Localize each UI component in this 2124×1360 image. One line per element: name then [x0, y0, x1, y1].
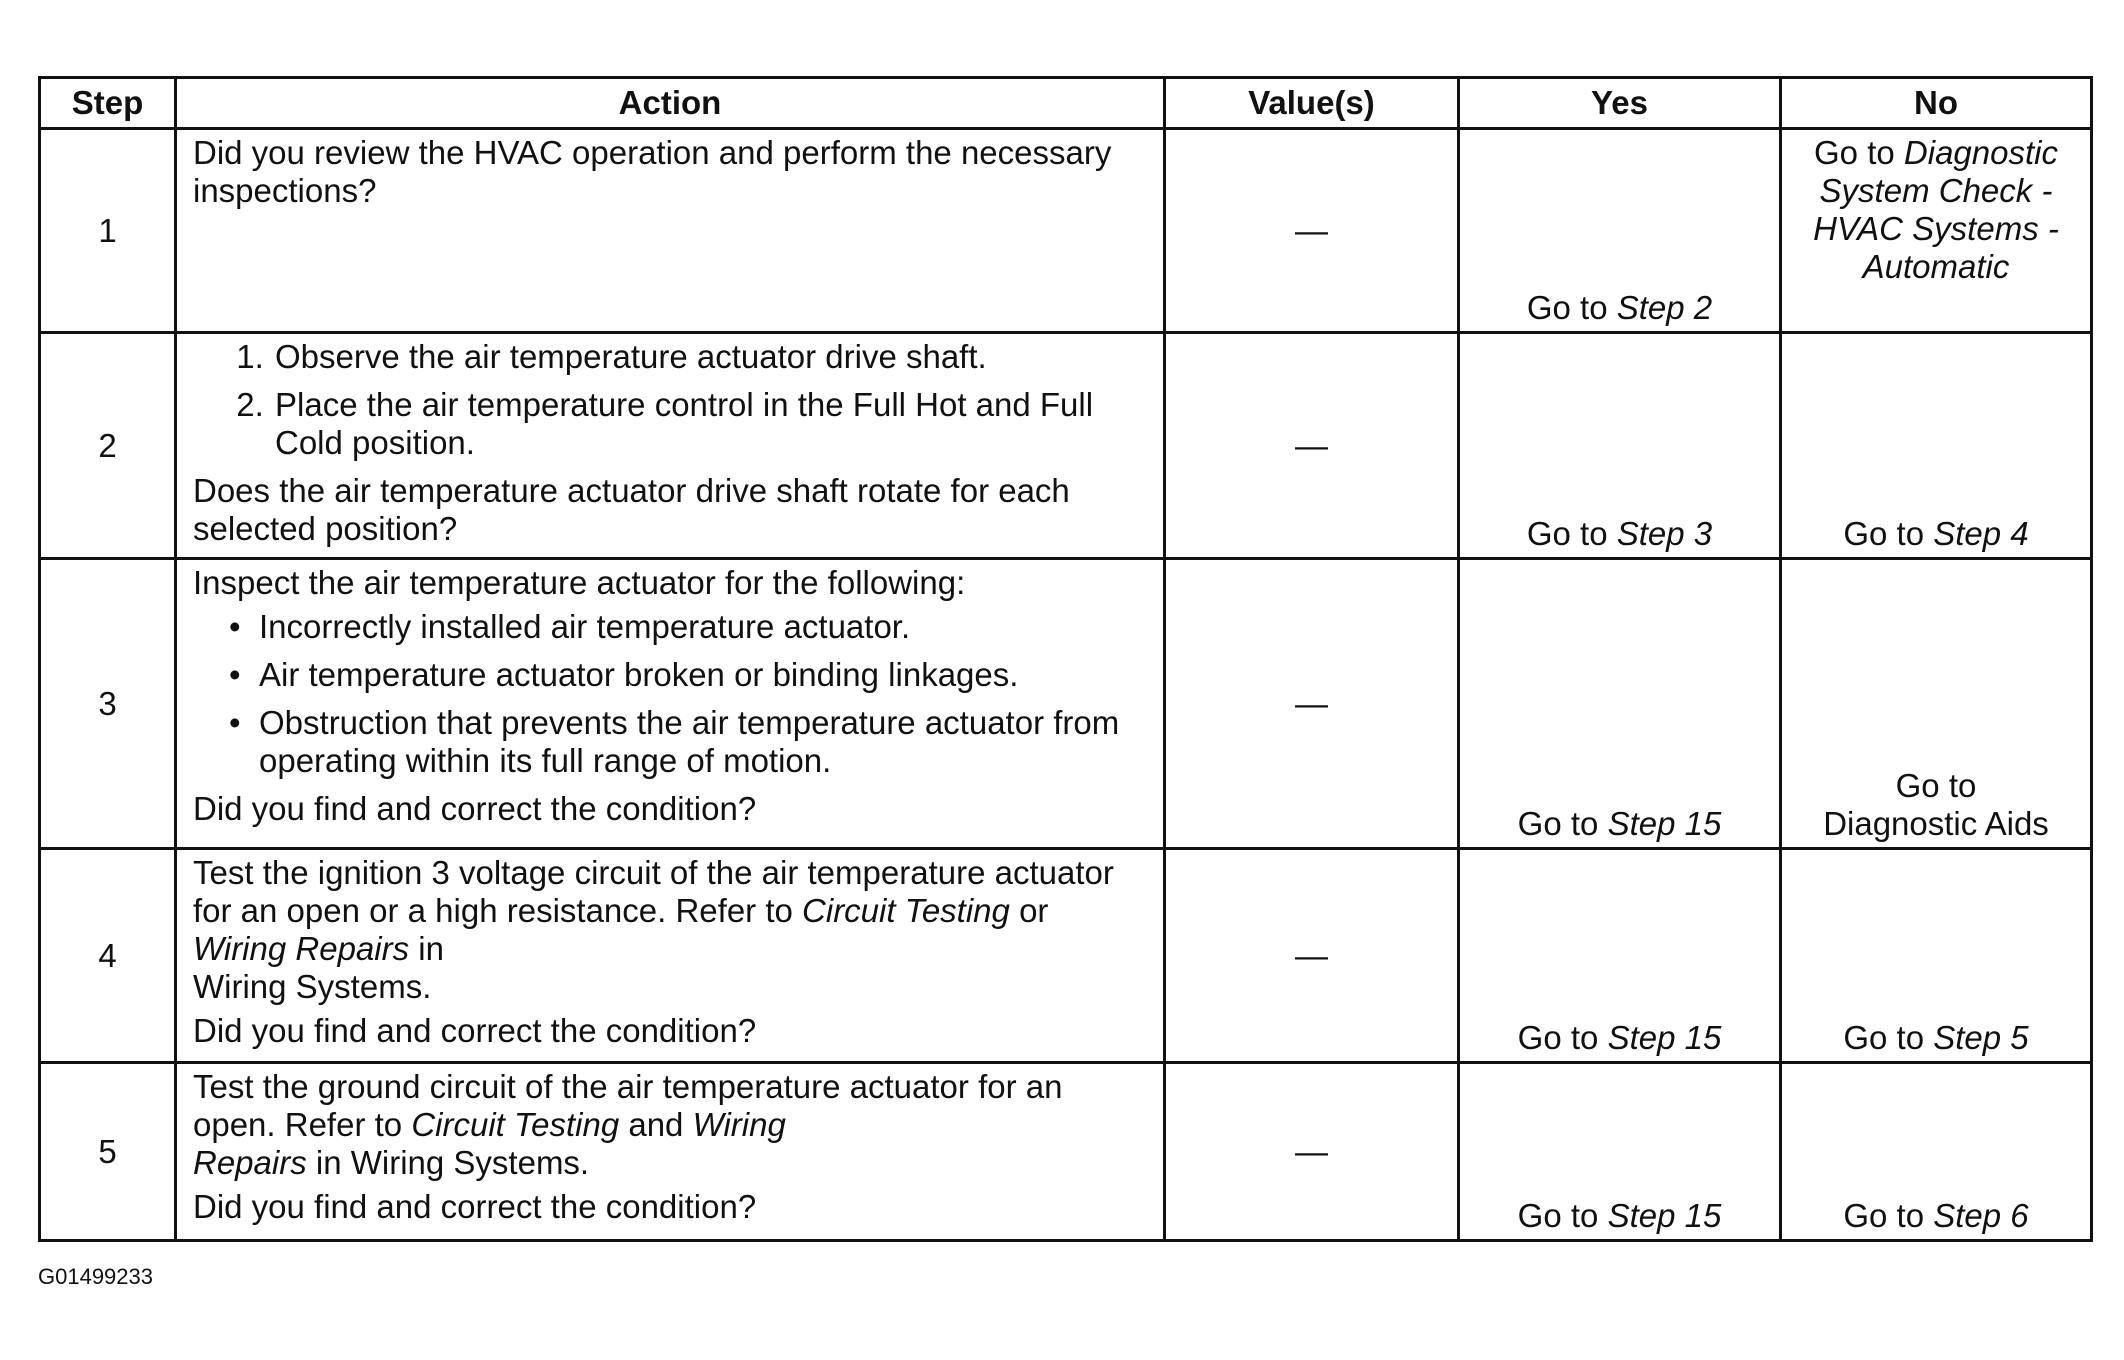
yes-cell	[1459, 1063, 1781, 1241]
action-question: Did you find and correct the condition?	[193, 790, 757, 827]
action-question: Did you find and correct the condition?	[193, 1188, 757, 1225]
action-step-item: 2. Place the air temperature control in the Full Hot and Full Cold position.	[273, 386, 1147, 462]
wiring-repairs-link[interactable]: Wiring Repairs	[193, 930, 410, 967]
yes-prefix: Go to	[1517, 1197, 1608, 1234]
yes-cell	[1459, 559, 1781, 849]
table-row	[40, 1063, 2092, 1241]
instruction-text: in Wiring Systems.	[306, 1144, 590, 1181]
action-step-item: 1. Observe the air temperature actuator drive shaft.	[273, 338, 1147, 376]
step-number: 3	[40, 559, 176, 849]
action-bullet-list	[193, 608, 1147, 780]
action-question: Did you find and correct the condition?	[193, 1012, 757, 1049]
action-bullet-item: • Incorrectly installed air temperature actuator.	[259, 608, 1147, 646]
action-instruction	[193, 1068, 1147, 1182]
yes-cell	[1459, 849, 1781, 1063]
step-number: 4	[40, 849, 176, 1063]
instruction-text: Test the ground circuit of the air temperature actuator for an open. Refer to	[193, 1068, 1063, 1143]
table-row	[40, 849, 2092, 1063]
circuit-testing-link[interactable]: Circuit Testing	[411, 1106, 620, 1143]
wiring-repairs-link[interactable]: Wiring	[692, 1106, 786, 1143]
circuit-testing-link[interactable]: Circuit Testing	[802, 892, 1010, 929]
header-action: Action	[176, 78, 1165, 129]
action-instruction	[193, 854, 1147, 1006]
header-step: Step	[40, 78, 176, 129]
figure-id: G01499233	[38, 1264, 153, 1289]
no-diagnostic-aids-link[interactable]: Diagnostic Aids	[1823, 805, 2049, 842]
yes-step-link[interactable]: Step 2	[1616, 289, 1713, 326]
value-cell: —	[1165, 849, 1459, 1063]
value-cell: —	[1165, 559, 1459, 849]
header-row	[40, 78, 2092, 129]
action-cell	[176, 129, 1165, 333]
step-number: 2	[40, 333, 176, 559]
yes-step-link[interactable]: Step 15	[1607, 805, 1722, 842]
action-cell	[176, 1063, 1165, 1241]
no-cell	[1781, 129, 2092, 333]
yes-prefix: Go to	[1526, 515, 1617, 552]
yes-step-link[interactable]: Step 15	[1607, 1019, 1722, 1056]
yes-step-link[interactable]: Step 15	[1607, 1197, 1722, 1234]
yes-prefix: Go to	[1517, 805, 1608, 842]
value-cell: —	[1165, 129, 1459, 333]
instruction-text: Test the ignition 3 voltage circuit of the air temperature actuator for an open or a high resistance. Refer to	[193, 854, 1114, 929]
no-prefix: Go to	[1814, 134, 1904, 171]
header-yes: Yes	[1459, 78, 1781, 129]
action-intro: Inspect the air temperature actuator for the following:	[193, 564, 966, 601]
no-prefix: Go to	[1843, 1019, 1934, 1056]
action-cell	[176, 849, 1165, 1063]
value-cell: —	[1165, 333, 1459, 559]
instruction-text: and	[619, 1106, 693, 1143]
no-step-link[interactable]: Step 5	[1933, 1019, 2029, 1056]
step-number: 5	[40, 1063, 176, 1241]
yes-prefix: Go to	[1526, 289, 1617, 326]
table-row	[40, 129, 2092, 333]
action-cell	[176, 333, 1165, 559]
no-cell	[1781, 333, 2092, 559]
yes-cell	[1459, 333, 1781, 559]
action-steps-list	[193, 338, 1147, 462]
yes-prefix: Go to	[1517, 1019, 1608, 1056]
no-step-link[interactable]: Step 6	[1933, 1197, 2029, 1234]
action-question: Does the air temperature actuator drive shaft rotate for each selected position?	[193, 472, 1070, 547]
action-question: Did you review the HVAC operation and perform the necessary inspections?	[193, 134, 1112, 209]
wiring-repairs-link-cont[interactable]: Repairs	[193, 1144, 307, 1181]
no-cell	[1781, 559, 2092, 849]
value-cell: —	[1165, 1063, 1459, 1241]
no-cell	[1781, 849, 2092, 1063]
action-cell	[176, 559, 1165, 849]
action-bullet-item: • Air temperature actuator broken or binding linkages.	[259, 656, 1147, 694]
yes-cell	[1459, 129, 1781, 333]
step-number: 1	[40, 129, 176, 333]
no-step-link[interactable]: Step 4	[1933, 515, 2029, 552]
header-no: No	[1781, 78, 2092, 129]
instruction-text: Wiring Systems.	[193, 968, 432, 1005]
no-prefix: Go to	[1843, 515, 1934, 552]
instruction-text: in	[409, 930, 444, 967]
header-values: Value(s)	[1165, 78, 1459, 129]
no-diagnostic-link[interactable]: Diagnostic System Check - HVAC Systems - Automatic	[1813, 134, 2059, 285]
action-bullet-item: • Obstruction that prevents the air temperature actuator from operating within its full range of motion.	[259, 704, 1147, 780]
no-cell	[1781, 1063, 2092, 1241]
instruction-text: or	[1009, 892, 1049, 929]
yes-step-link[interactable]: Step 3	[1616, 515, 1713, 552]
no-prefix: Go to	[1843, 1197, 1934, 1234]
table-row	[40, 333, 2092, 559]
table-row	[40, 559, 2092, 849]
no-prefix: Go to	[1895, 767, 1977, 804]
diagnostic-table	[38, 76, 2093, 1242]
